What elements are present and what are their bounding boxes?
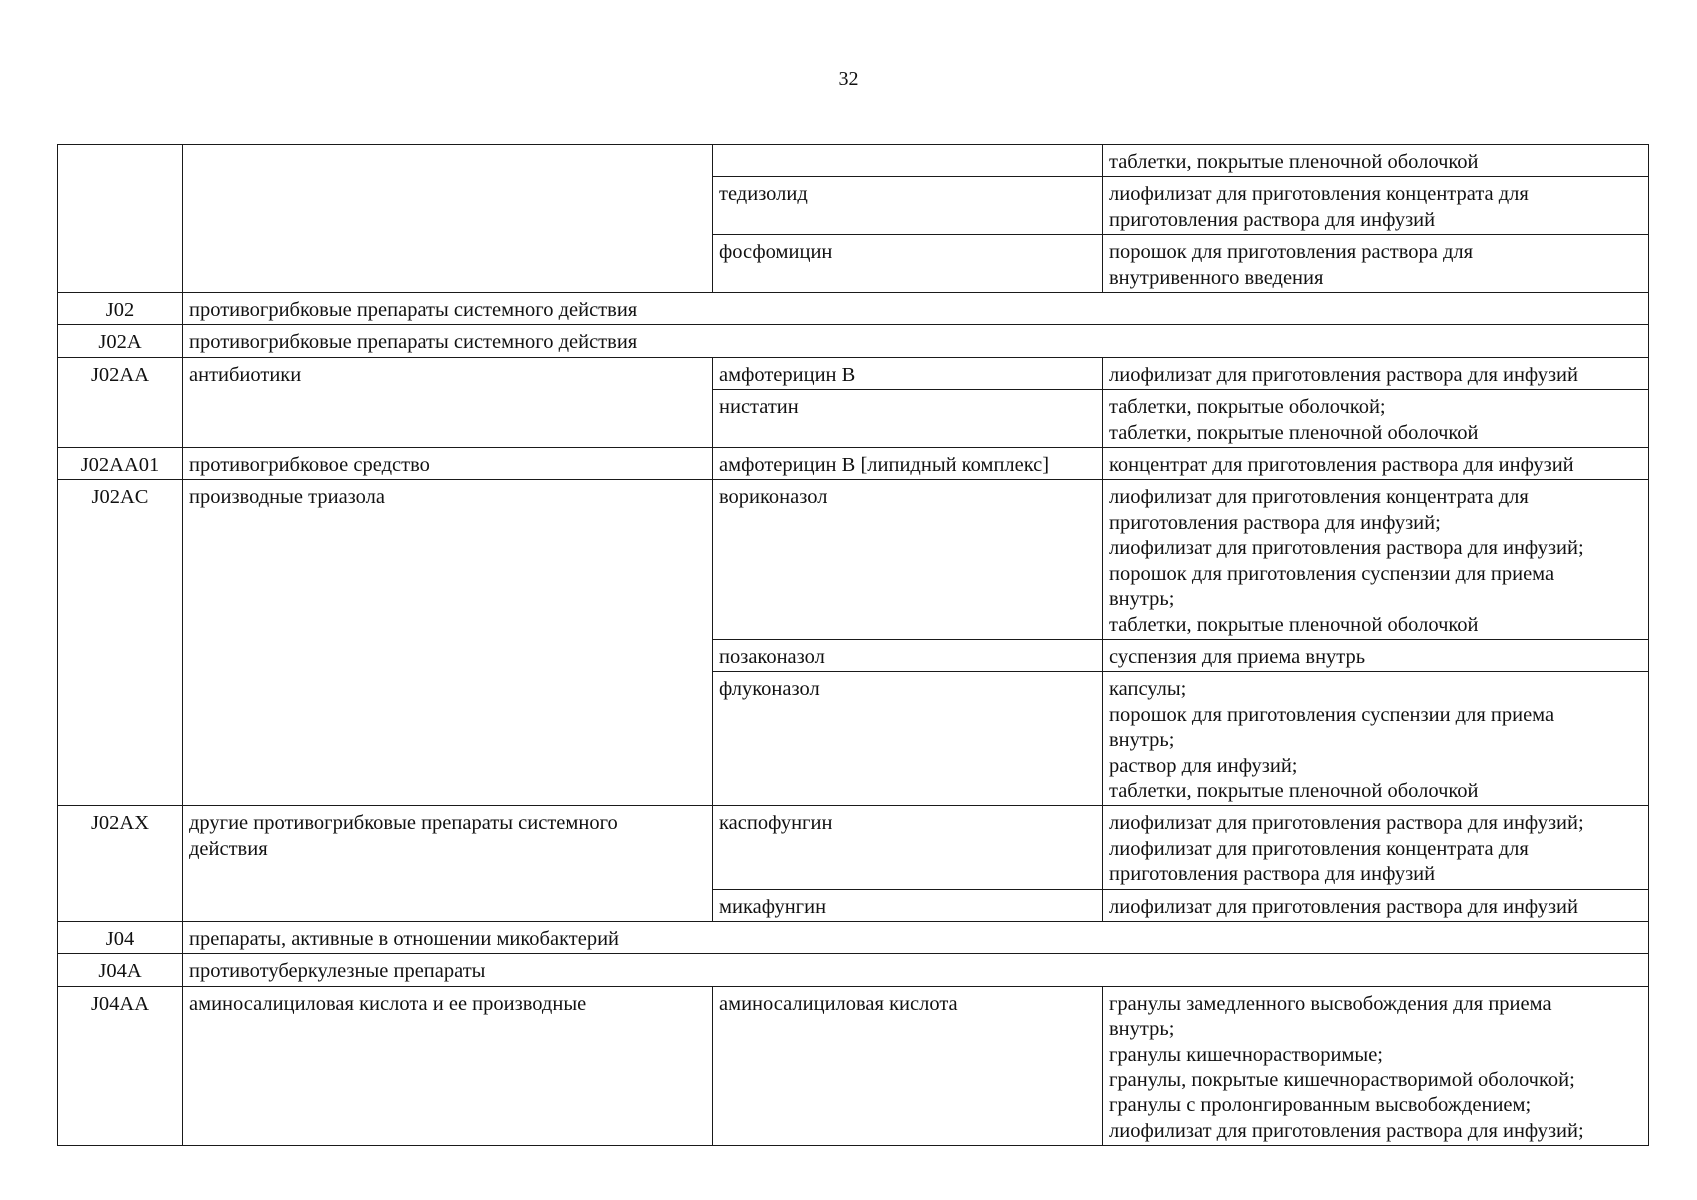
atc-code-cell: J04A — [58, 954, 183, 986]
dosage-form-cell: таблетки, покрытые пленочной оболочкой — [1103, 145, 1649, 177]
group-cell: противогрибковое средство — [183, 448, 713, 480]
table-row — [58, 448, 1649, 480]
group-cell: препараты, активные в отношении микобактерий — [183, 921, 1649, 953]
group-cell: другие противогрибковые препараты системного действия — [183, 806, 713, 922]
group-cell: антибиотики — [183, 357, 713, 447]
drug-cell: тедизолид — [713, 177, 1103, 235]
group-cell — [183, 145, 713, 293]
drug-cell — [713, 145, 1103, 177]
atc-code-cell: J02AA — [58, 357, 183, 447]
table-row — [58, 325, 1649, 357]
atc-code-cell: J02 — [58, 293, 183, 325]
table-row — [58, 357, 1649, 389]
table-row — [58, 806, 1649, 889]
dosage-form-cell: гранулы замедленного высвобождения для приема внутрь; гранулы кишечнорастворимые; гранулы, покрытые кишечнорастворимой оболочкой; гранулы с пролонгированным высвобождением; лиофилизат для приготовления раствора для инфузий; — [1103, 986, 1649, 1145]
drug-cell: аминосалициловая кислота — [713, 986, 1103, 1145]
atc-code-cell: J02AA01 — [58, 448, 183, 480]
atc-code-cell — [58, 145, 183, 293]
atc-code-cell: J04AA — [58, 986, 183, 1145]
group-cell: производные триазола — [183, 480, 713, 806]
drug-cell: фосфомицин — [713, 235, 1103, 293]
dosage-form-cell: лиофилизат для приготовления концентрата для приготовления раствора для инфузий — [1103, 177, 1649, 235]
dosage-form-cell: лиофилизат для приготовления концентрата для приготовления раствора для инфузий; лиофилизат для приготовления раствора для инфузий; порошок для приготовления суспензии для приема внутрь; таблетки, покрытые пленочной оболочкой — [1103, 480, 1649, 639]
drug-cell: флуконазол — [713, 672, 1103, 806]
table-row — [58, 145, 1649, 177]
drug-cell: амфотерицин В [липидный комплекс] — [713, 448, 1103, 480]
drug-cell: амфотерицин B — [713, 357, 1103, 389]
group-cell: аминосалициловая кислота и ее производные — [183, 986, 713, 1145]
group-cell: противогрибковые препараты системного действия — [183, 325, 1649, 357]
drug-cell: позаконазол — [713, 639, 1103, 671]
dosage-form-cell: концентрат для приготовления раствора для инфузий — [1103, 448, 1649, 480]
dosage-form-cell: таблетки, покрытые оболочкой; таблетки, покрытые пленочной оболочкой — [1103, 390, 1649, 448]
atc-code-cell: J04 — [58, 921, 183, 953]
dosage-form-cell: лиофилизат для приготовления раствора для инфузий — [1103, 357, 1649, 389]
dosage-form-cell: лиофилизат для приготовления раствора для инфузий — [1103, 889, 1649, 921]
table-row — [58, 480, 1649, 639]
table-row — [58, 293, 1649, 325]
table-row — [58, 921, 1649, 953]
table-row — [58, 986, 1649, 1145]
dosage-form-cell: порошок для приготовления раствора для внутривенного введения — [1103, 235, 1649, 293]
group-cell: противогрибковые препараты системного действия — [183, 293, 1649, 325]
dosage-form-cell: капсулы; порошок для приготовления суспензии для приема внутрь; раствор для инфузий; таблетки, покрытые пленочной оболочкой — [1103, 672, 1649, 806]
drug-cell: вориконазол — [713, 480, 1103, 639]
drug-table — [57, 144, 1649, 1146]
drug-cell: нистатин — [713, 390, 1103, 448]
atc-code-cell: J02AC — [58, 480, 183, 806]
atc-code-cell: J02A — [58, 325, 183, 357]
drug-cell: каспофунгин — [713, 806, 1103, 889]
group-cell: противотуберкулезные препараты — [183, 954, 1649, 986]
table-row — [58, 954, 1649, 986]
atc-code-cell: J02AX — [58, 806, 183, 922]
drug-cell: микафунгин — [713, 889, 1103, 921]
page-number: 32 — [838, 68, 859, 90]
dosage-form-cell: лиофилизат для приготовления раствора для инфузий; лиофилизат для приготовления концентрата для приготовления раствора для инфузий — [1103, 806, 1649, 889]
dosage-form-cell: суспензия для приема внутрь — [1103, 639, 1649, 671]
